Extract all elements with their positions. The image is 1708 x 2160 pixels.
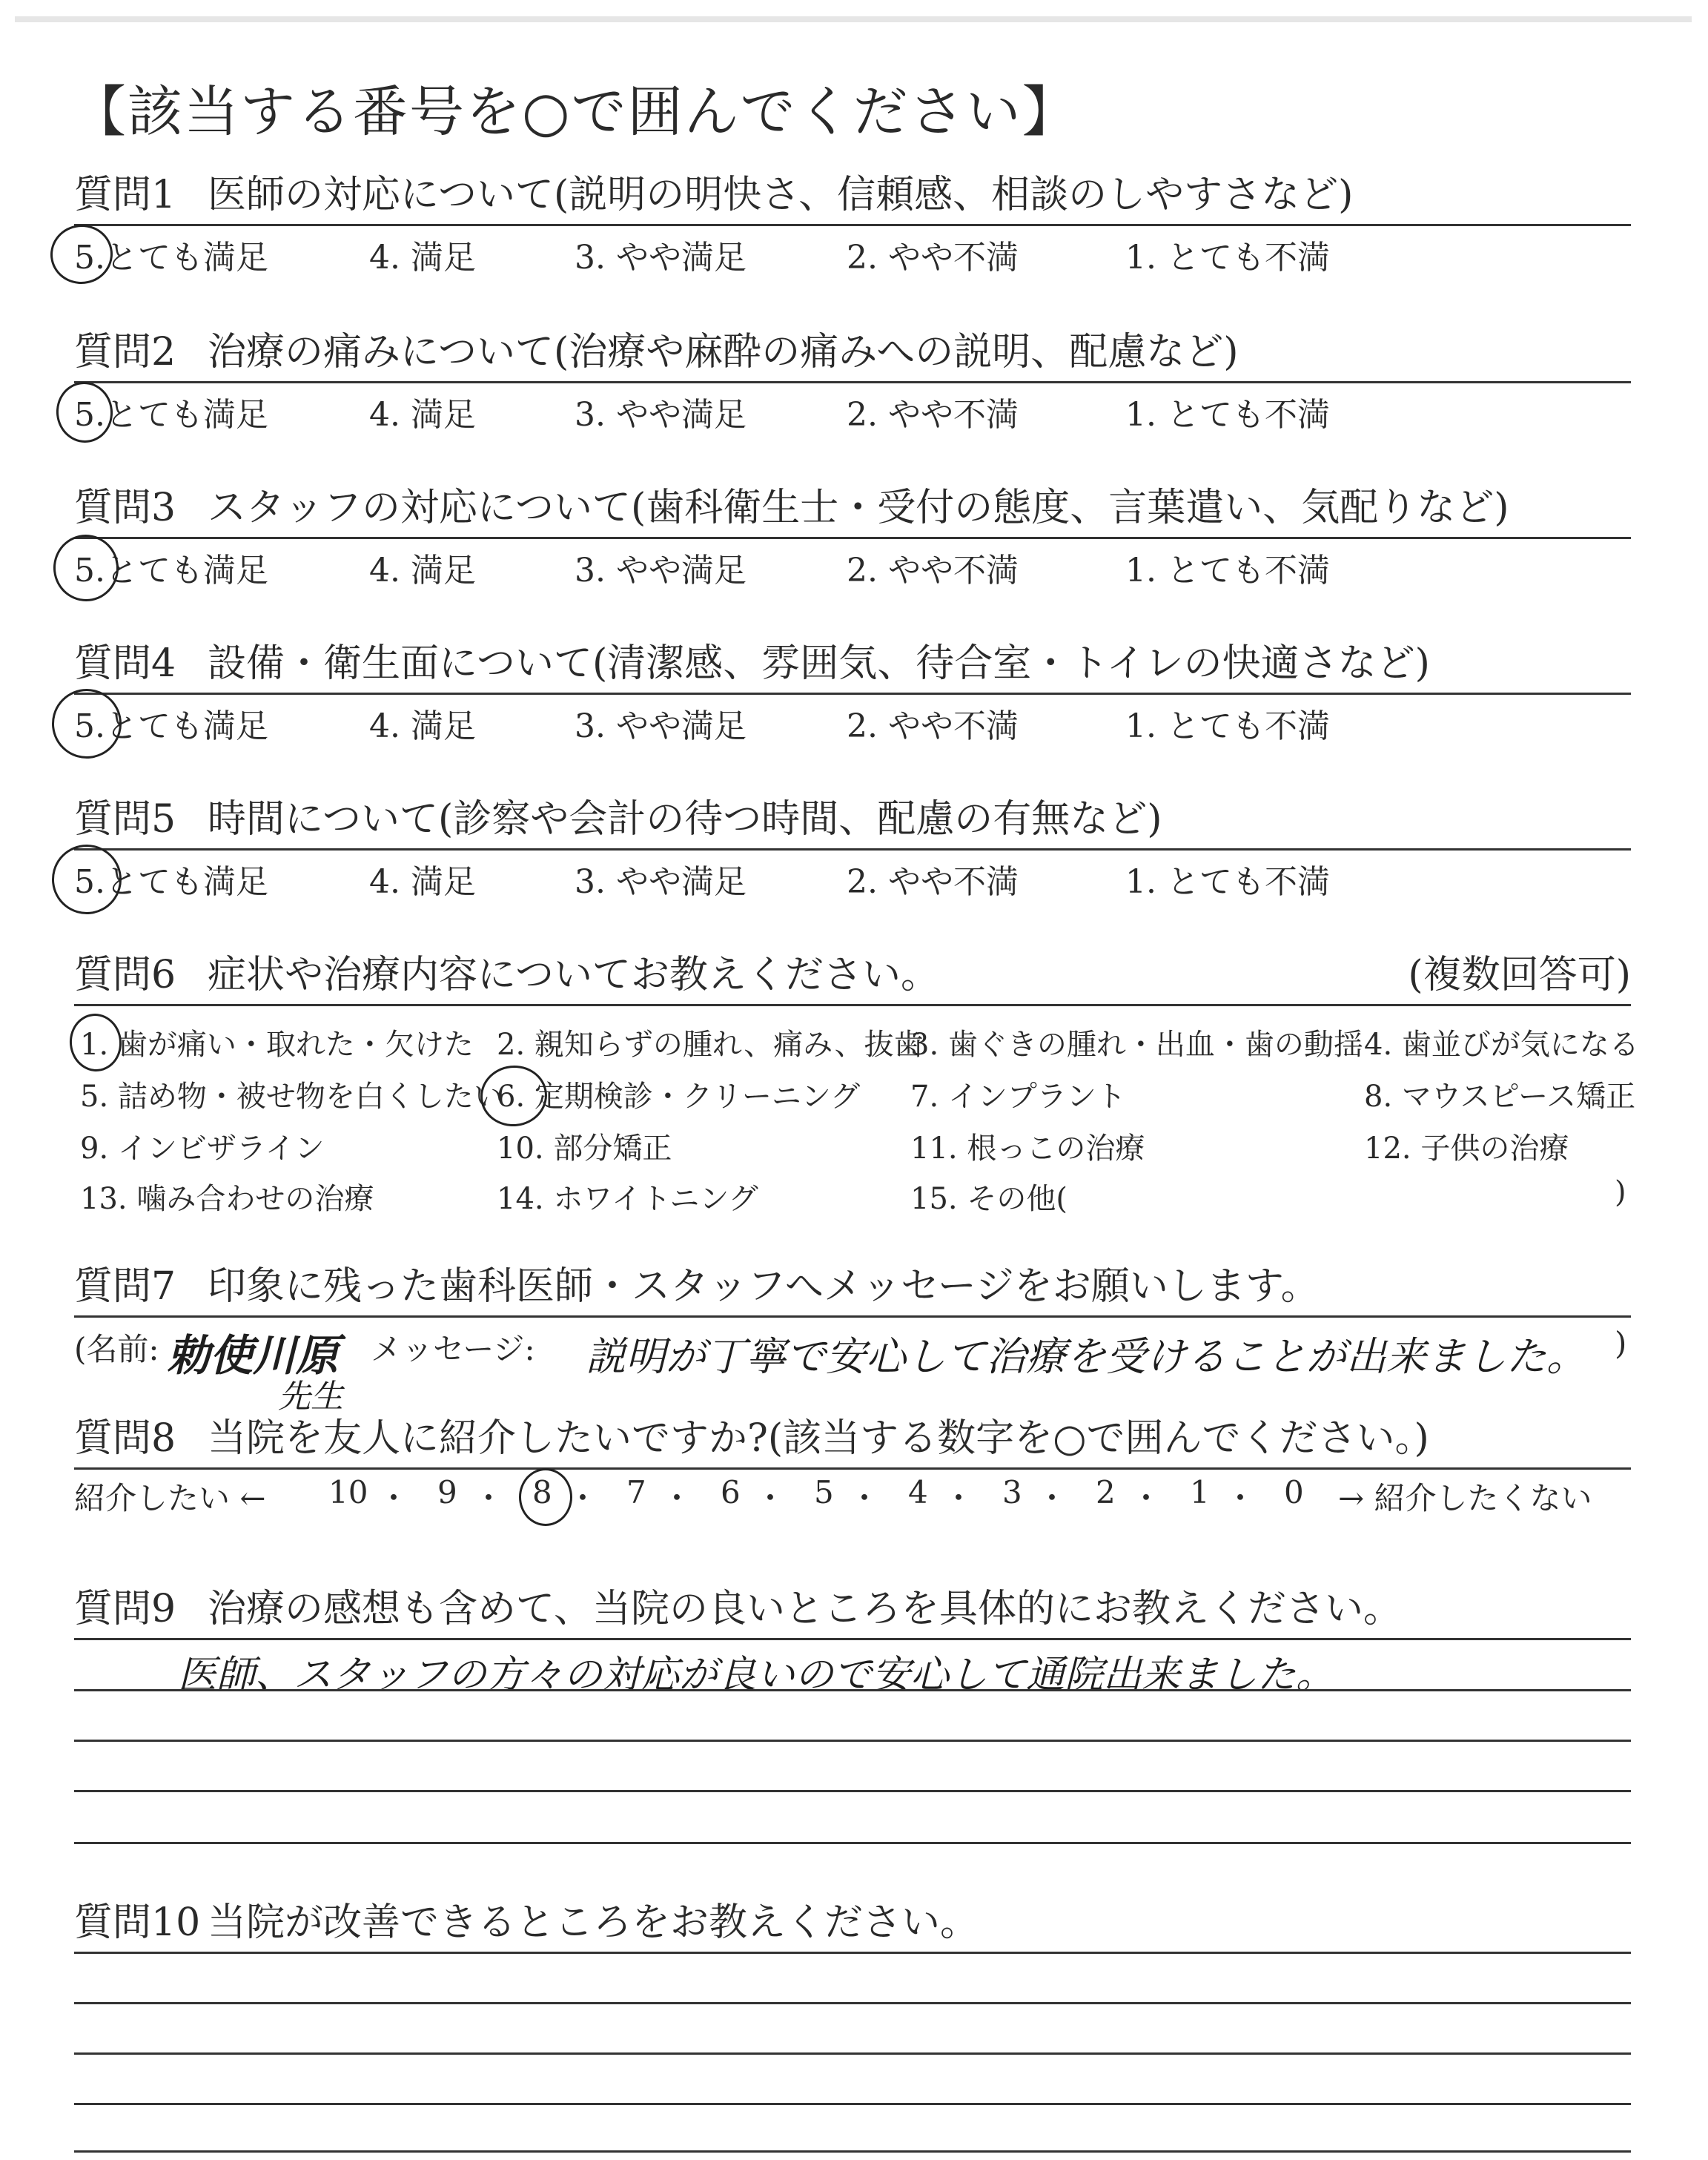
- scale-separator: ・: [661, 1480, 693, 1516]
- option-4[interactable]: 4. 満足: [369, 863, 476, 901]
- option-2[interactable]: 2. やや不満: [847, 863, 1019, 901]
- rating-options: [74, 695, 1631, 748]
- option-1[interactable]: 1. とても不満: [1125, 396, 1330, 434]
- question-10: [74, 1897, 1631, 1949]
- question-text: 治療の痛みについて(治療や麻酔の痛みへの説明、配慮など): [208, 330, 1239, 374]
- option-3[interactable]: 3. やや満足: [575, 239, 747, 277]
- question-text: 症状や治療内容についてお教えください。: [208, 953, 939, 997]
- question-5-heading: [74, 793, 1631, 845]
- question-number: 質問4: [74, 641, 176, 686]
- question-2-heading: [74, 326, 1631, 378]
- question-4: [74, 638, 1631, 748]
- scale-value-4[interactable]: 4: [908, 1474, 928, 1510]
- scale-separator: ・: [849, 1480, 881, 1516]
- scale-value-0[interactable]: 0: [1284, 1474, 1304, 1510]
- option-2[interactable]: 2. やや不満: [847, 396, 1019, 434]
- question-2: [74, 326, 1631, 437]
- option-1[interactable]: 1. とても不満: [1125, 863, 1330, 901]
- treatment-option-2[interactable]: 2. 親知らずの腫れ、痛み、抜歯: [497, 1028, 924, 1062]
- answer-line: [74, 2052, 1631, 2055]
- message-close-paren: ): [1615, 1325, 1627, 1361]
- recommend-scale: [74, 1470, 1631, 1522]
- question-number: 質問6: [74, 953, 176, 997]
- scale-separator: ・: [755, 1480, 787, 1516]
- question-9: [74, 1583, 1631, 1697]
- doctor-name[interactable]: 勅使川原: [167, 1330, 340, 1381]
- option-4[interactable]: 4. 満足: [369, 396, 476, 434]
- scale-separator: ・: [473, 1480, 505, 1516]
- question-3-heading: [74, 482, 1631, 534]
- option-1[interactable]: 1. とても不満: [1125, 239, 1330, 277]
- rating-options: [74, 539, 1631, 592]
- question-text: 治療の感想も含めて、当院の良いところを具体的にお教えください。: [208, 1587, 1402, 1631]
- scale-right-label: → 紹介したくない: [1338, 1480, 1592, 1516]
- question-number: 質問5: [74, 797, 176, 842]
- scale-value-10[interactable]: 10: [328, 1474, 368, 1510]
- question-text: 設備・衛生面について(清潔感、雰囲気、待合室・トイレの快適さなど): [208, 641, 1430, 686]
- treatment-option-4[interactable]: 4. 歯並びが気になる: [1364, 1028, 1639, 1062]
- name-suffix: 先生: [278, 1378, 343, 1416]
- answer-line: [74, 1740, 1631, 1742]
- page-title: 【該当する番号を○で囲んでください】: [71, 80, 1079, 144]
- option-5[interactable]: 5.とても満足: [74, 396, 268, 434]
- scale-value-5[interactable]: 5: [814, 1474, 834, 1510]
- treatment-option-12[interactable]: 12. 子供の治療: [1364, 1132, 1569, 1166]
- question-number: 質問2: [74, 330, 176, 374]
- question-7-heading: [74, 1261, 1631, 1312]
- question-number: 質問9: [74, 1587, 176, 1631]
- multiple-answer-note: (複数回答可): [1408, 953, 1631, 997]
- question-10-heading: [74, 1897, 1631, 1949]
- treatment-option-15[interactable]: 15. その他(: [910, 1182, 1068, 1216]
- answer-line: [74, 2150, 1631, 2153]
- option-3[interactable]: 3. やや満足: [575, 552, 747, 589]
- option-3[interactable]: 3. やや満足: [575, 707, 747, 745]
- scale-separator: ・: [1225, 1480, 1257, 1516]
- good-points-answer[interactable]: 医師、スタッフの方々の対応が良いので安心して通院出来ました。: [178, 1653, 1335, 1697]
- treatment-option-3[interactable]: 3. 歯ぐきの腫れ・出血・歯の動揺: [910, 1028, 1363, 1062]
- message-row: [74, 1318, 1631, 1416]
- question-text: 印象に残った歯科医師・スタッフへメッセージをお願いします。: [208, 1264, 1320, 1309]
- scale-separator: ・: [567, 1480, 599, 1516]
- treatment-option-8[interactable]: 8. マウスピース矯正: [1364, 1080, 1636, 1114]
- treatment-option-9[interactable]: 9. インビザライン: [80, 1132, 325, 1166]
- scale-value-2[interactable]: 2: [1096, 1474, 1116, 1510]
- treatment-option-6[interactable]: 6. 定期検診・クリーニング: [497, 1080, 861, 1114]
- selection-circle: [48, 685, 125, 762]
- option-4[interactable]: 4. 満足: [369, 707, 476, 745]
- option-2[interactable]: 2. やや不満: [847, 239, 1019, 277]
- option-3[interactable]: 3. やや満足: [575, 396, 747, 434]
- treatment-option-11[interactable]: 11. 根っこの治療: [910, 1132, 1145, 1166]
- question-number: 質問10: [74, 1900, 201, 1945]
- selection-circle: [50, 532, 122, 605]
- question-number: 質問7: [74, 1264, 176, 1309]
- message-label: メッセージ:: [371, 1331, 535, 1367]
- option-5[interactable]: 5.とても満足: [74, 552, 268, 589]
- treatment-option-10[interactable]: 10. 部分矯正: [497, 1132, 672, 1166]
- option-2[interactable]: 2. やや不満: [847, 707, 1019, 745]
- divider: [74, 1638, 1631, 1640]
- question-number: 質問8: [74, 1416, 176, 1461]
- scale-separator: ・: [943, 1480, 975, 1516]
- name-label: (名前:: [74, 1331, 159, 1367]
- question-8-heading: [74, 1413, 1631, 1464]
- question-8: [74, 1413, 1631, 1522]
- question-text: 当院を友人に紹介したいですか?(該当する数字を○で囲んでください。): [208, 1416, 1429, 1461]
- question-text: スタッフの対応について(歯科衛生士・受付の態度、言葉遣い、気配りなど): [208, 486, 1509, 530]
- selection-circle: [48, 841, 125, 917]
- option-4[interactable]: 4. 満足: [369, 552, 476, 589]
- treatment-option-13[interactable]: 13. 噛み合わせの治療: [80, 1182, 374, 1216]
- question-text: 当院が改善できるところをお教えください。: [208, 1900, 979, 1945]
- other-close-paren: ): [1615, 1175, 1626, 1209]
- scale-separator: ・: [378, 1480, 410, 1516]
- question-5: [74, 793, 1631, 904]
- option-1[interactable]: 1. とても不満: [1125, 707, 1330, 745]
- rating-options: [74, 851, 1631, 904]
- option-4[interactable]: 4. 満足: [369, 239, 476, 277]
- answer-line: [74, 1689, 1631, 1691]
- scale-value-9[interactable]: 9: [437, 1474, 457, 1510]
- treatment-option-14[interactable]: 14. ホワイトニング: [497, 1182, 758, 1216]
- option-2[interactable]: 2. やや不満: [847, 552, 1019, 589]
- question-7: [74, 1261, 1631, 1416]
- question-number: 質問1: [74, 173, 176, 217]
- scale-value-7[interactable]: 7: [626, 1474, 646, 1510]
- scale-left-label: 紹介したい ←: [74, 1480, 266, 1516]
- answer-line: [74, 2002, 1631, 2004]
- scale-value-3[interactable]: 3: [1002, 1474, 1022, 1510]
- scale-value-8[interactable]: 8: [532, 1474, 552, 1510]
- question-1-heading: [74, 169, 1631, 221]
- answer-line: [74, 2103, 1631, 2105]
- scale-value-6[interactable]: 6: [721, 1474, 741, 1510]
- option-3[interactable]: 3. やや満足: [575, 863, 747, 901]
- selection-circle-8: [519, 1468, 572, 1526]
- treatment-option-5[interactable]: 5. 詰め物・被せ物を白くしたい: [80, 1080, 503, 1114]
- treatment-option-1[interactable]: 1. 歯が痛い・取れた・欠けた: [80, 1028, 474, 1062]
- question-6: [74, 949, 1639, 1221]
- question-number: 質問3: [74, 486, 176, 530]
- option-5[interactable]: 5.とても満足: [74, 863, 268, 901]
- question-9-heading: [74, 1583, 1631, 1635]
- option-5[interactable]: 5.とても満足: [74, 239, 268, 277]
- question-6-heading: [74, 949, 1631, 1001]
- rating-options: [74, 226, 1631, 280]
- answer-line: [74, 1790, 1631, 1792]
- answer-line: [74, 1842, 1631, 1844]
- rating-options: [74, 383, 1631, 437]
- treatment-options: [74, 1006, 1639, 1221]
- scale-value-1[interactable]: 1: [1190, 1474, 1210, 1510]
- question-3: [74, 482, 1631, 592]
- question-4-heading: [74, 638, 1631, 690]
- message-value[interactable]: 説明が丁寧で安心して治療を受けることが出来ました。: [586, 1333, 1586, 1380]
- option-1[interactable]: 1. とても不満: [1125, 552, 1330, 589]
- question-1: [74, 169, 1631, 280]
- question-text: 医師の対応について(説明の明快さ、信頼感、相談のしやすさなど): [208, 173, 1354, 217]
- scale-separator: ・: [1131, 1480, 1162, 1516]
- scan-top-edge: [15, 16, 1692, 22]
- option-5[interactable]: 5.とても満足: [74, 707, 268, 745]
- question-text: 時間について(診察や会計の待つ時間、配慮の有無など): [208, 797, 1162, 842]
- answer-line: [74, 1952, 1631, 1954]
- scale-separator: ・: [1036, 1480, 1068, 1516]
- treatment-option-7[interactable]: 7. インプラント: [910, 1080, 1126, 1114]
